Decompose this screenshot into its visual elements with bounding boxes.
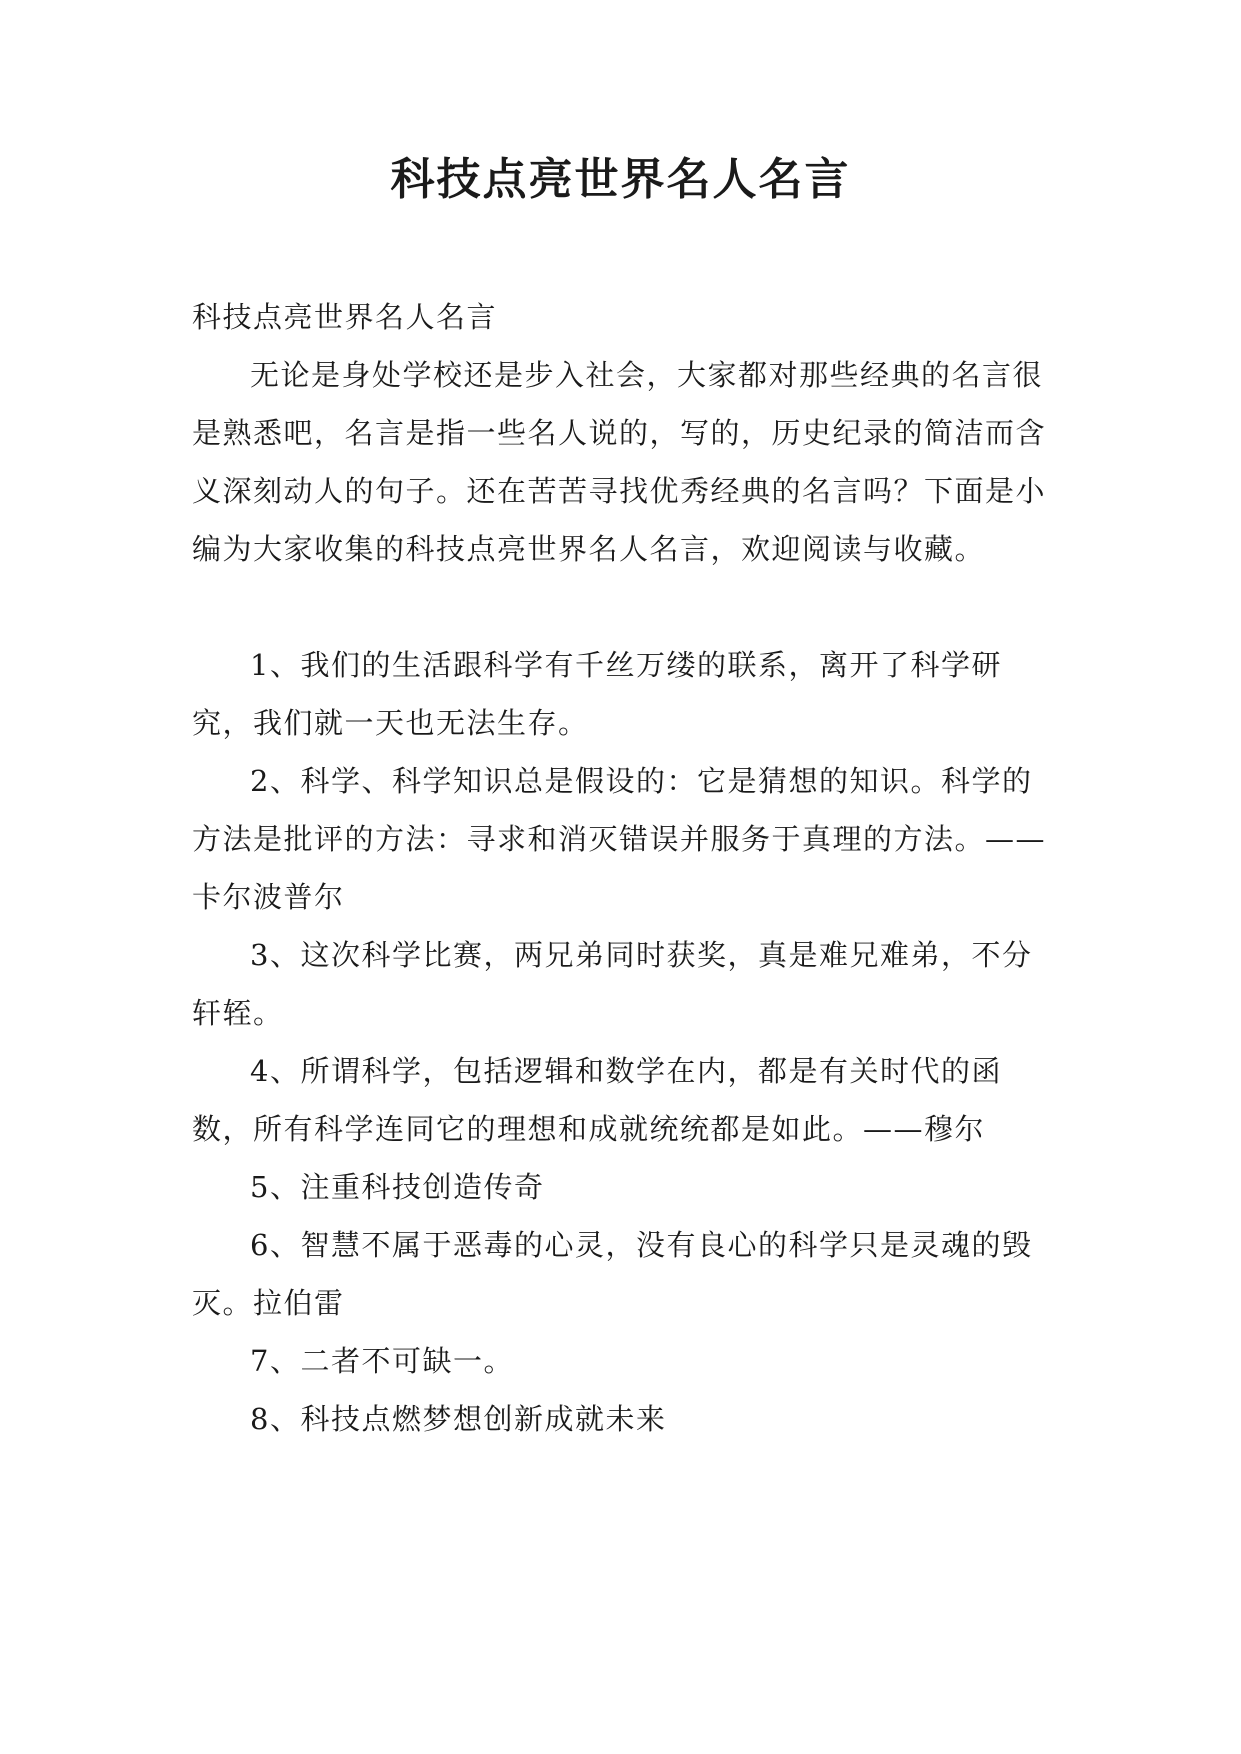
document-subtitle: 科技点亮世界名人名言 xyxy=(192,300,498,334)
quote-item: 7、二者不可缺一。 xyxy=(250,1344,514,1378)
document-title: 科技点亮世界名人名言 xyxy=(390,154,851,205)
intro-paragraph: 无论是身处学校还是步入社会，大家都对那些经典的名言很是熟悉吧，名言是指一些名人说的，写的，历史纪录的简洁而含义深刻动人的句子。还在苦苦寻找优秀经典的名言吗？下面是小编为大家收集的科技点亮世界名人名言，欢迎阅读与收藏。 xyxy=(192,358,1047,566)
quote-item: 8、科技点燃梦想创新成就未来 xyxy=(250,1402,667,1436)
quote-item: 3、这次科学比赛，两兄弟同时获奖，真是难兄难弟，不分轩轾。 xyxy=(192,938,1033,1030)
quote-item: 6、智慧不属于恶毒的心灵，没有良心的科学只是灵魂的毁灭。拉伯雷 xyxy=(192,1228,1033,1320)
quote-item: 5、注重科技创造传奇 xyxy=(250,1170,545,1204)
quote-item: 1、我们的生活跟科学有千丝万缕的联系，离开了科学研究，我们就一天也无法生存。 xyxy=(192,648,1002,740)
document-body xyxy=(192,288,1062,1448)
quote-item: 4、所谓科学，包括逻辑和数学在内，都是有关时代的函数，所有科学连同它的理想和成就统统都是如此。——穆尔 xyxy=(192,1054,1002,1146)
paragraph-spacer xyxy=(192,578,1062,636)
quote-item: 2、科学、科学知识总是假设的：它是猜想的知识。科学的方法是批评的方法：寻求和消灭错误并服务于真理的方法。——卡尔波普尔 xyxy=(192,764,1047,914)
